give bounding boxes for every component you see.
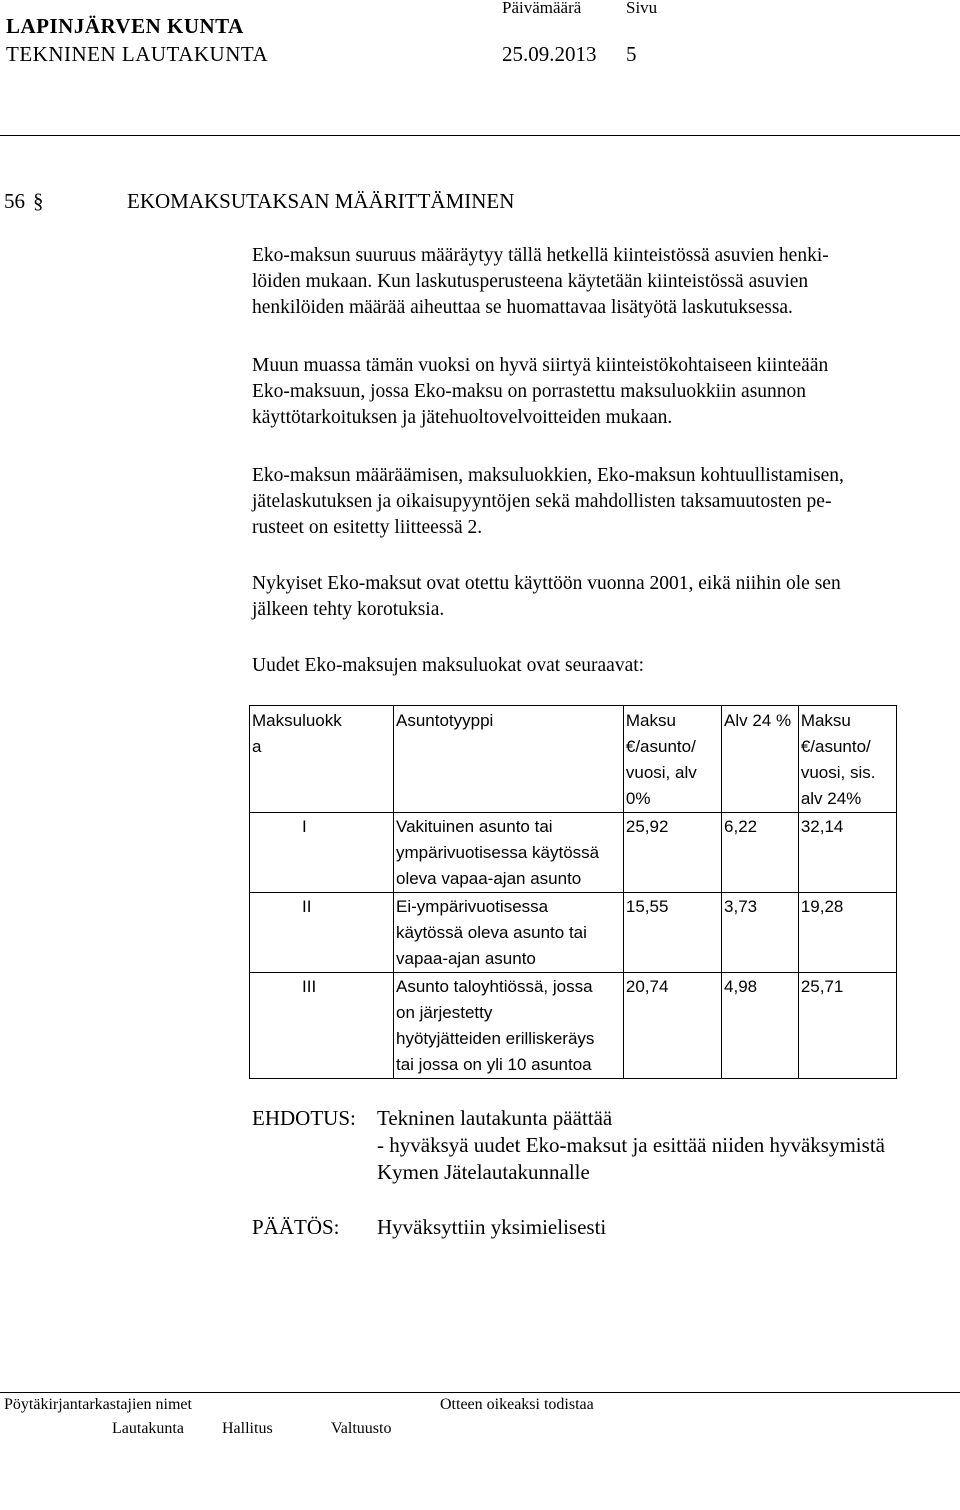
- certified-label: Otteen oikeaksi todistaa: [440, 1396, 594, 1413]
- text-line: jätelaskutuksen ja oikaisupyyntöjen sekä mahdollisten taksamuutosten pe-: [252, 491, 832, 512]
- section-number: 56: [4, 189, 25, 213]
- header-dwelling-type: Asuntotyyppi: [394, 706, 624, 813]
- text-line: Eko-maksun suuruus määräytyy tällä hetkellä kiinteistössä asuvien henki-: [252, 245, 829, 266]
- fee-class-table: [249, 705, 897, 1079]
- text-line: henkilöiden määrää aiheuttaa se huomattavaa lisätyötä laskutuksessa.: [252, 297, 793, 318]
- text-line: Eko-maksun määräämisen, maksuluokkien, Eko-maksun kohtuullistamisen,: [252, 465, 844, 486]
- page-label: Sivu: [626, 0, 658, 17]
- paragraph-fee-basis: [252, 243, 952, 321]
- header-divider: [0, 135, 960, 136]
- inspectors-label: Pöytäkirjantarkastajien nimet: [4, 1396, 192, 1413]
- text-line: Nykyiset Eko-maksut ovat otettu käyttöön vuonna 2001, eikä niihin ole sen: [252, 573, 841, 594]
- fee-excl-vat-cell: 20,74: [623, 973, 721, 1079]
- body-valtuusto: Valtuusto: [331, 1420, 392, 1437]
- header-fee-incl-vat: Maksu €/asunto/ vuosi, sis. alv 24%: [798, 706, 896, 813]
- table-row: [250, 813, 897, 893]
- fee-class-cell: II: [250, 893, 394, 973]
- table-header-row: [250, 706, 897, 813]
- fee-class-cell: III: [250, 973, 394, 1079]
- paragraph-attachment: [252, 463, 952, 541]
- vat-cell: 6,22: [722, 813, 799, 893]
- vat-cell: 4,98: [722, 973, 799, 1079]
- vat-cell: 3,73: [722, 893, 799, 973]
- proposal-text: Tekninen lautakunta päättää: [377, 1106, 613, 1130]
- paragraph-proposal-reason: [252, 353, 952, 431]
- header-fee-excl-vat: Maksu €/asunto/ vuosi, alv 0%: [623, 706, 721, 813]
- text-line: jälkeen tehty korotuksia.: [252, 599, 445, 620]
- department-name: TEKNINEN LAUTAKUNTA: [6, 42, 269, 66]
- text-line: rusteet on esitetty liitteessä 2.: [252, 517, 483, 538]
- meeting-date: 25.09.2013: [502, 42, 597, 66]
- section-title: EKOMAKSUTAKSAN MÄÄRITTÄMINEN: [127, 189, 515, 213]
- footer-divider: [0, 1392, 960, 1393]
- date-label: Päivämäärä: [502, 0, 582, 17]
- body-hallitus: Hallitus: [222, 1420, 273, 1437]
- text-line: Uudet Eko-maksujen maksuluokat ovat seuraavat:: [252, 655, 645, 676]
- paragraph-new-classes: [252, 653, 952, 679]
- page-number: 5: [626, 42, 637, 66]
- body-lautakunta: Lautakunta: [112, 1420, 184, 1437]
- table-row: [250, 973, 897, 1079]
- text-line: Eko-maksuun, jossa Eko-maksu on porrastettu maksuluokkiin asunnon: [252, 381, 807, 402]
- header-vat: Alv 24 %: [722, 706, 799, 813]
- dwelling-type-cell: Vakituinen asunto tai ympärivuotisessa käytössä oleva vapaa-ajan asunto: [394, 813, 624, 893]
- dwelling-type-cell: Asunto taloyhtiössä, jossa on järjestetty hyötyjätteiden erilliskeräys tai jossa on yli 10 asuntoa: [394, 973, 624, 1079]
- section-sign-icon: §: [33, 189, 44, 213]
- organization-name: LAPINJÄRVEN KUNTA: [6, 14, 244, 38]
- proposal-line: - hyväksyä uudet Eko-maksut ja esittää niiden hyväksymistä: [377, 1133, 885, 1157]
- fee-excl-vat-cell: 15,55: [623, 893, 721, 973]
- header-fee-class: Maksuluokk a: [250, 706, 394, 813]
- fee-incl-vat-cell: 25,71: [798, 973, 896, 1079]
- fee-incl-vat-cell: 19,28: [798, 893, 896, 973]
- dwelling-type-cell: Ei-ympärivuotisessa käytössä oleva asunto tai vapaa-ajan asunto: [394, 893, 624, 973]
- text-line: käyttötarkoituksen ja jätehuoltovelvoitteiden mukaan.: [252, 407, 673, 428]
- fee-incl-vat-cell: 32,14: [798, 813, 896, 893]
- proposal-line: Kymen Jätelautakunnalle: [377, 1160, 590, 1184]
- fee-class-cell: I: [250, 813, 394, 893]
- decision-label: PÄÄTÖS:: [252, 1215, 340, 1239]
- text-line: löiden mukaan. Kun laskutusperusteena käytetään kiinteistössä asuvien: [252, 271, 809, 292]
- table-row: [250, 893, 897, 973]
- decision-text: Hyväksyttiin yksimielisesti: [377, 1215, 607, 1239]
- text-line: Muun muassa tämän vuoksi on hyvä siirtyä kiinteistökohtaiseen kiinteään: [252, 355, 829, 376]
- proposal-label: EHDOTUS:: [252, 1106, 356, 1130]
- fee-excl-vat-cell: 25,92: [623, 813, 721, 893]
- paragraph-current-fees: [252, 571, 952, 623]
